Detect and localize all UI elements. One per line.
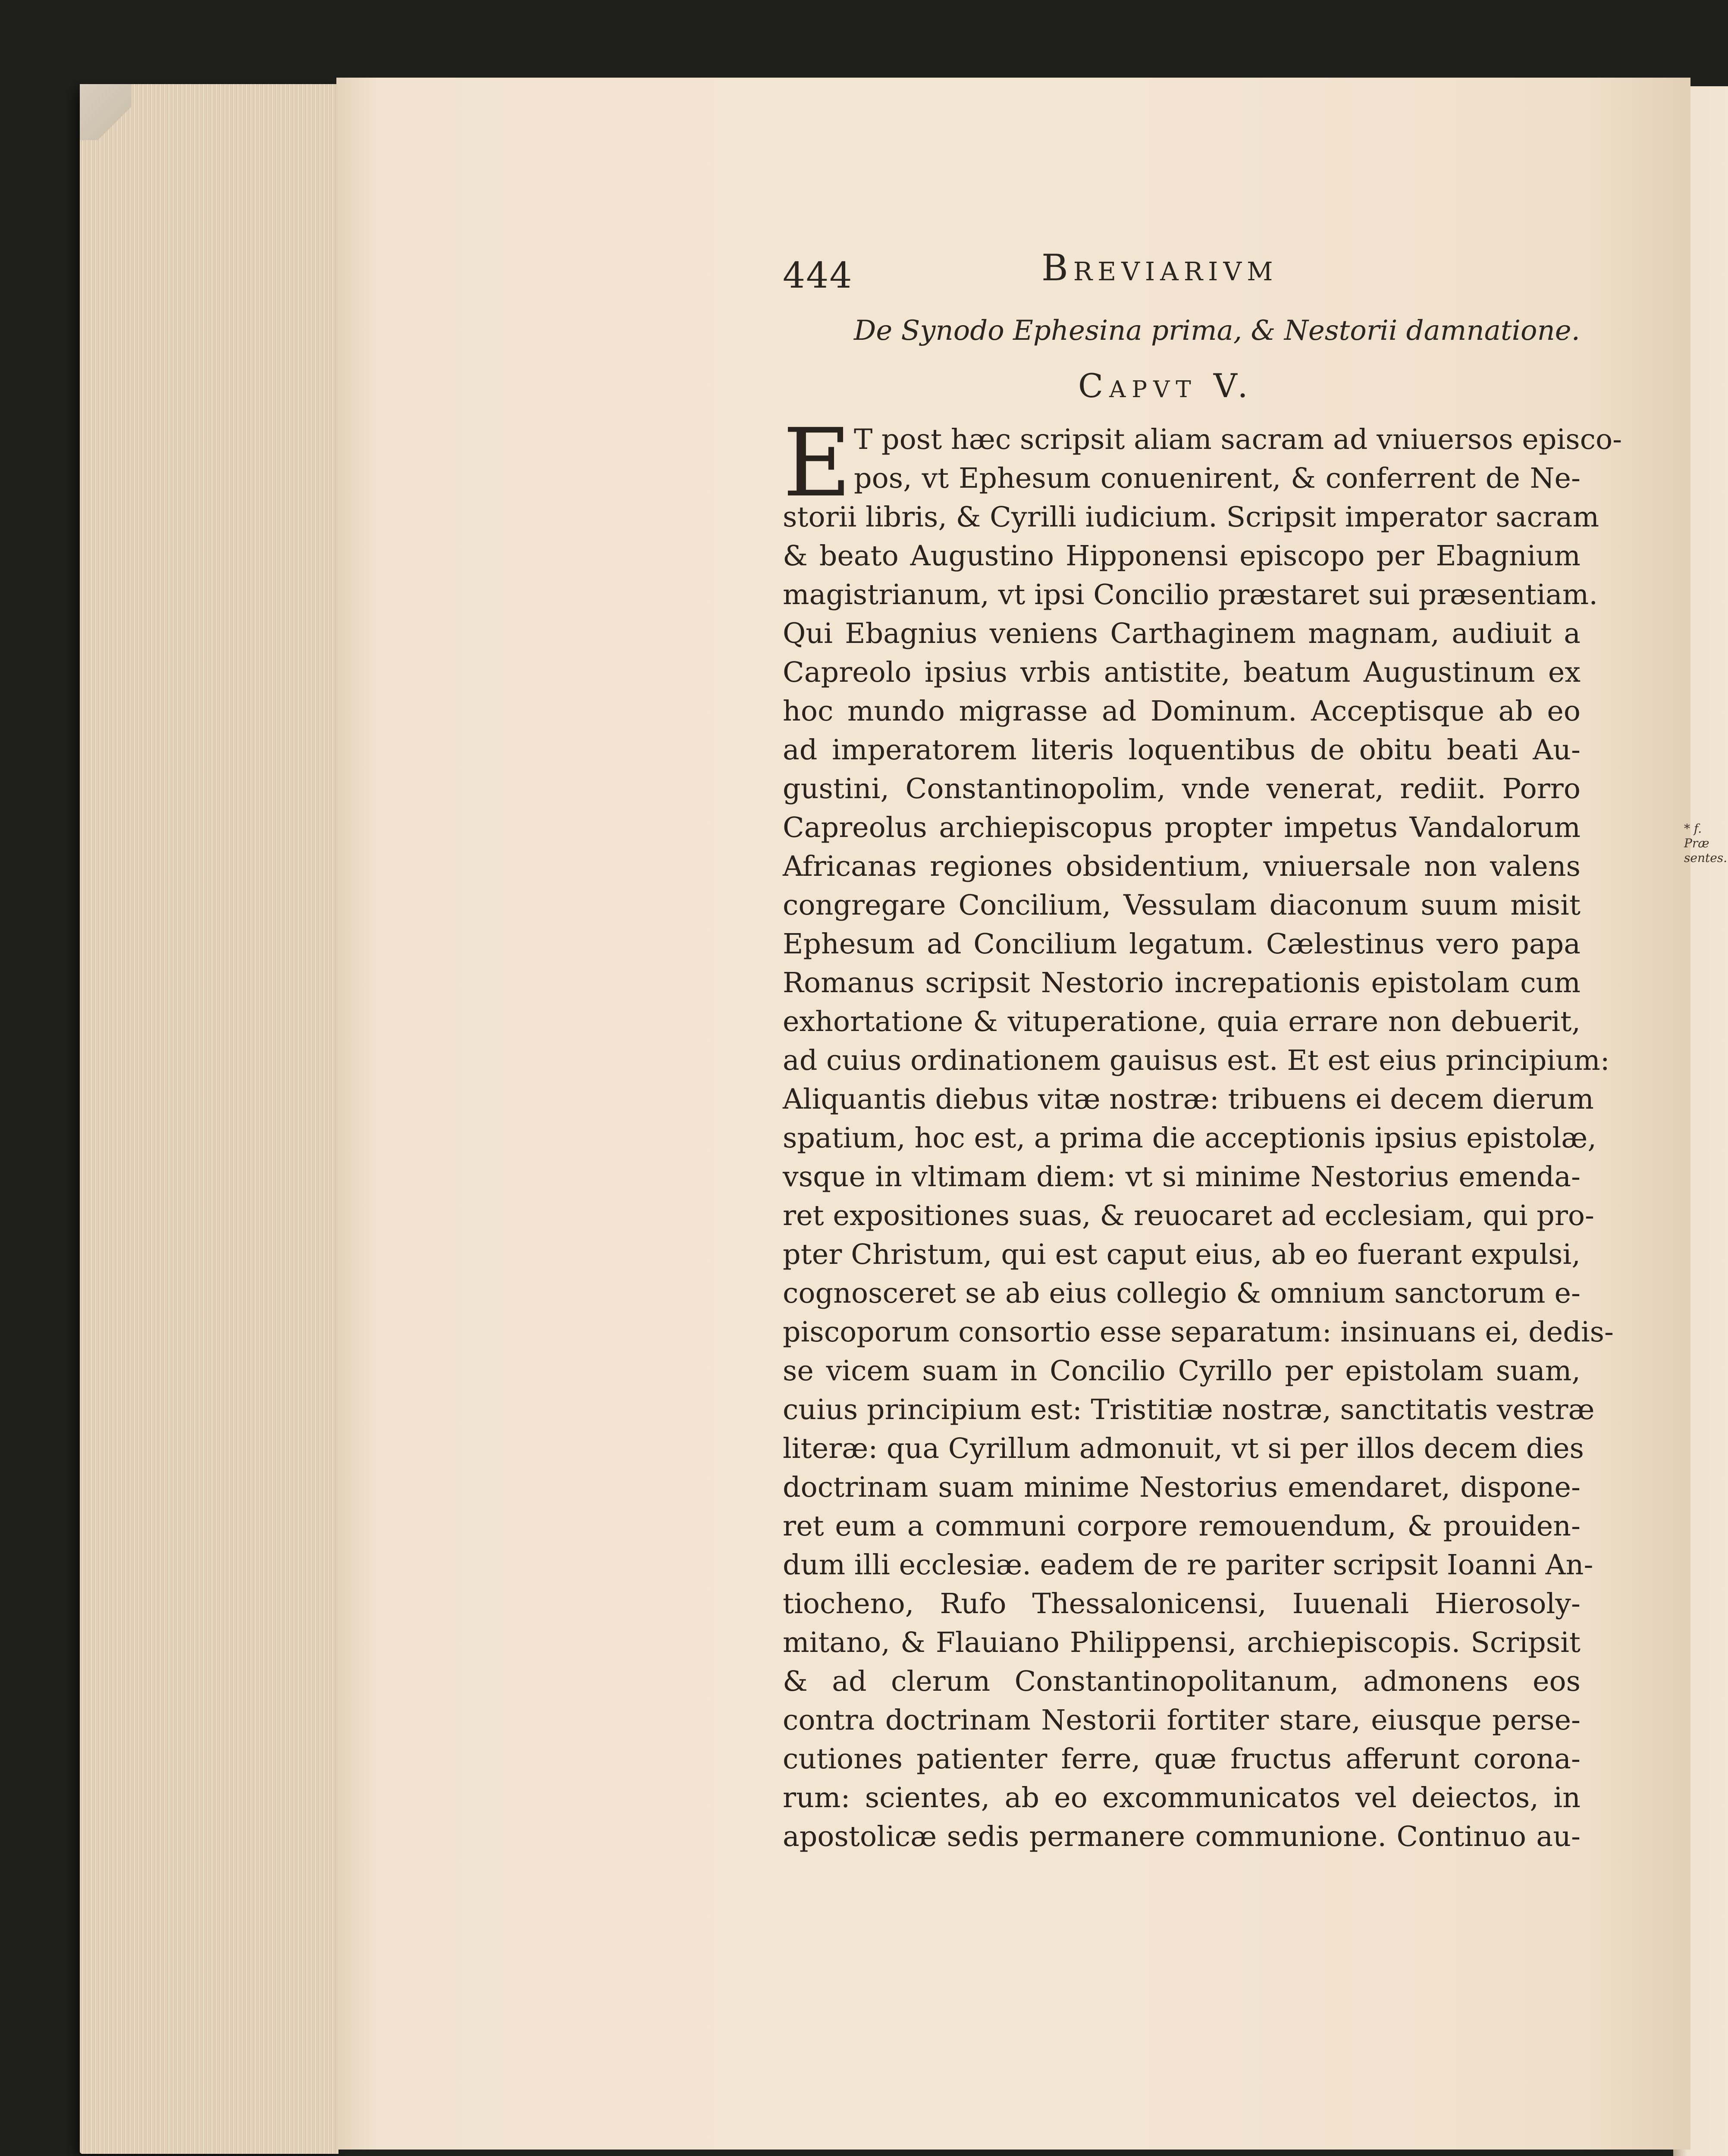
text-line: apostolicæ sedis permanere communione. Continuo au- [783, 1821, 1581, 1853]
chapter-title: De Synodo Ephesina prima, & Nestorii damnatione. [854, 315, 1580, 347]
text-line: & beato Augustino Hipponensi episcopo per Ebagnium [783, 540, 1581, 572]
text-line: ad imperatorem literis loquentibus de obitu beati Au- [783, 734, 1581, 766]
text-line: Africanas regiones obsidentium, vniuersale non valens [783, 850, 1581, 883]
text-line: cognosceret se ab eius collegio & omnium sanctorum e- [783, 1277, 1581, 1310]
text-line: Capreolus archiepiscopus propter impetus Vandalorum [783, 812, 1581, 844]
text-line: storii libris, & Cyrilli iudicium. Scripsit imperator sacram [783, 501, 1599, 533]
page-number: 444 [783, 255, 853, 296]
text-line: ret expositiones suas, & reuocaret ad ecclesiam, qui pro- [783, 1200, 1595, 1232]
book-fore-edge [80, 84, 339, 2154]
text-line: cuius principium est: Tristitiæ nostræ, sanctitatis vestræ [783, 1394, 1595, 1426]
text-line: spatium, hoc est, a prima die acceptionis ipsius epistolæ, [783, 1122, 1597, 1154]
text-line: ad cuius ordinationem gauisus est. Et est eius principium: [783, 1044, 1610, 1077]
text-line: se vicem suam in Concilio Cyrillo per epistolam suam, [783, 1355, 1581, 1387]
drop-cap: E [783, 409, 852, 518]
running-head [783, 247, 1688, 311]
chapter-number: Capvt V. [1078, 367, 1254, 405]
margin-note-line: sentes. [1684, 851, 1728, 865]
text-line: T post hæc scripsit aliam sacram ad vniuersos episco- [854, 423, 1622, 456]
text-line: Romanus scripsit Nestorio increpationis epistolam cum [783, 967, 1581, 999]
text-line: rum: scientes, ab eo excommunicatos vel deiectos, in [783, 1782, 1581, 1814]
text-line: cutiones patienter ferre, quæ fructus afferunt corona- [783, 1743, 1581, 1775]
margin-note [1684, 821, 1727, 865]
text-line: Capreolo ipsius vrbis antistite, beatum Augustinum ex [783, 656, 1581, 689]
text-line: mitano, & Flauiano Philippensi, archiepiscopis. Scripsit [783, 1626, 1581, 1659]
text-line: gustini, Constantinopolim, vnde venerat, rediit. Porro [783, 773, 1581, 805]
text-line: exhortatione & vituperatione, quia errare non debuerit, [783, 1006, 1581, 1038]
text-line: vsque in vltimam diem: vt si minime Nestorius emenda- [783, 1161, 1581, 1193]
text-line: literæ: qua Cyrillum admonuit, vt si per illos decem dies [783, 1432, 1584, 1465]
text-line: dum illi ecclesiæ. eadem de re pariter scripsit Ioanni An- [783, 1549, 1593, 1581]
book-title: Breviarivm [1041, 247, 1278, 289]
text-line: doctrinam suam minime Nestorius emendaret, dispone- [783, 1471, 1581, 1504]
text-line: Aliquantis diebus vitæ nostræ: tribuens ei decem dierum [783, 1083, 1594, 1116]
text-line: Ephesum ad Concilium legatum. Cælestinus vero papa [783, 928, 1581, 960]
text-line: tiocheno, Rufo Thessalonicensi, Iuuenali Hierosoly- [783, 1588, 1581, 1620]
text-line: magistrianum, vt ipsi Concilio præstaret sui præsentiam. [783, 579, 1598, 611]
text-line: congregare Concilium, Vessulam diaconum suum misit [783, 889, 1581, 921]
text-line: hoc mundo migrasse ad Dominum. Acceptisque ab eo [783, 695, 1581, 727]
text-line: piscoporum consortio esse separatum: insinuans ei, dedis- [783, 1316, 1614, 1348]
text-line: Qui Ebagnius veniens Carthaginem magnam, audiuit a [783, 617, 1581, 650]
text-line: contra doctrinam Nestorii fortiter stare, eiusque perse- [783, 1704, 1581, 1736]
body-text [783, 409, 1622, 1856]
text-line: pter Christum, qui est caput eius, ab eo fuerant expulsi, [783, 1238, 1581, 1271]
text-line: ret eum a communi corpore remouendum, & prouiden- [783, 1510, 1581, 1542]
text-line: pos, vt Ephesum conuenirent, & conferrent de Ne- [854, 462, 1581, 495]
text-line: & ad clerum Constantinopolitanum, admonens eos [783, 1665, 1581, 1698]
margin-note-line: * f. Præ [1684, 821, 1709, 850]
